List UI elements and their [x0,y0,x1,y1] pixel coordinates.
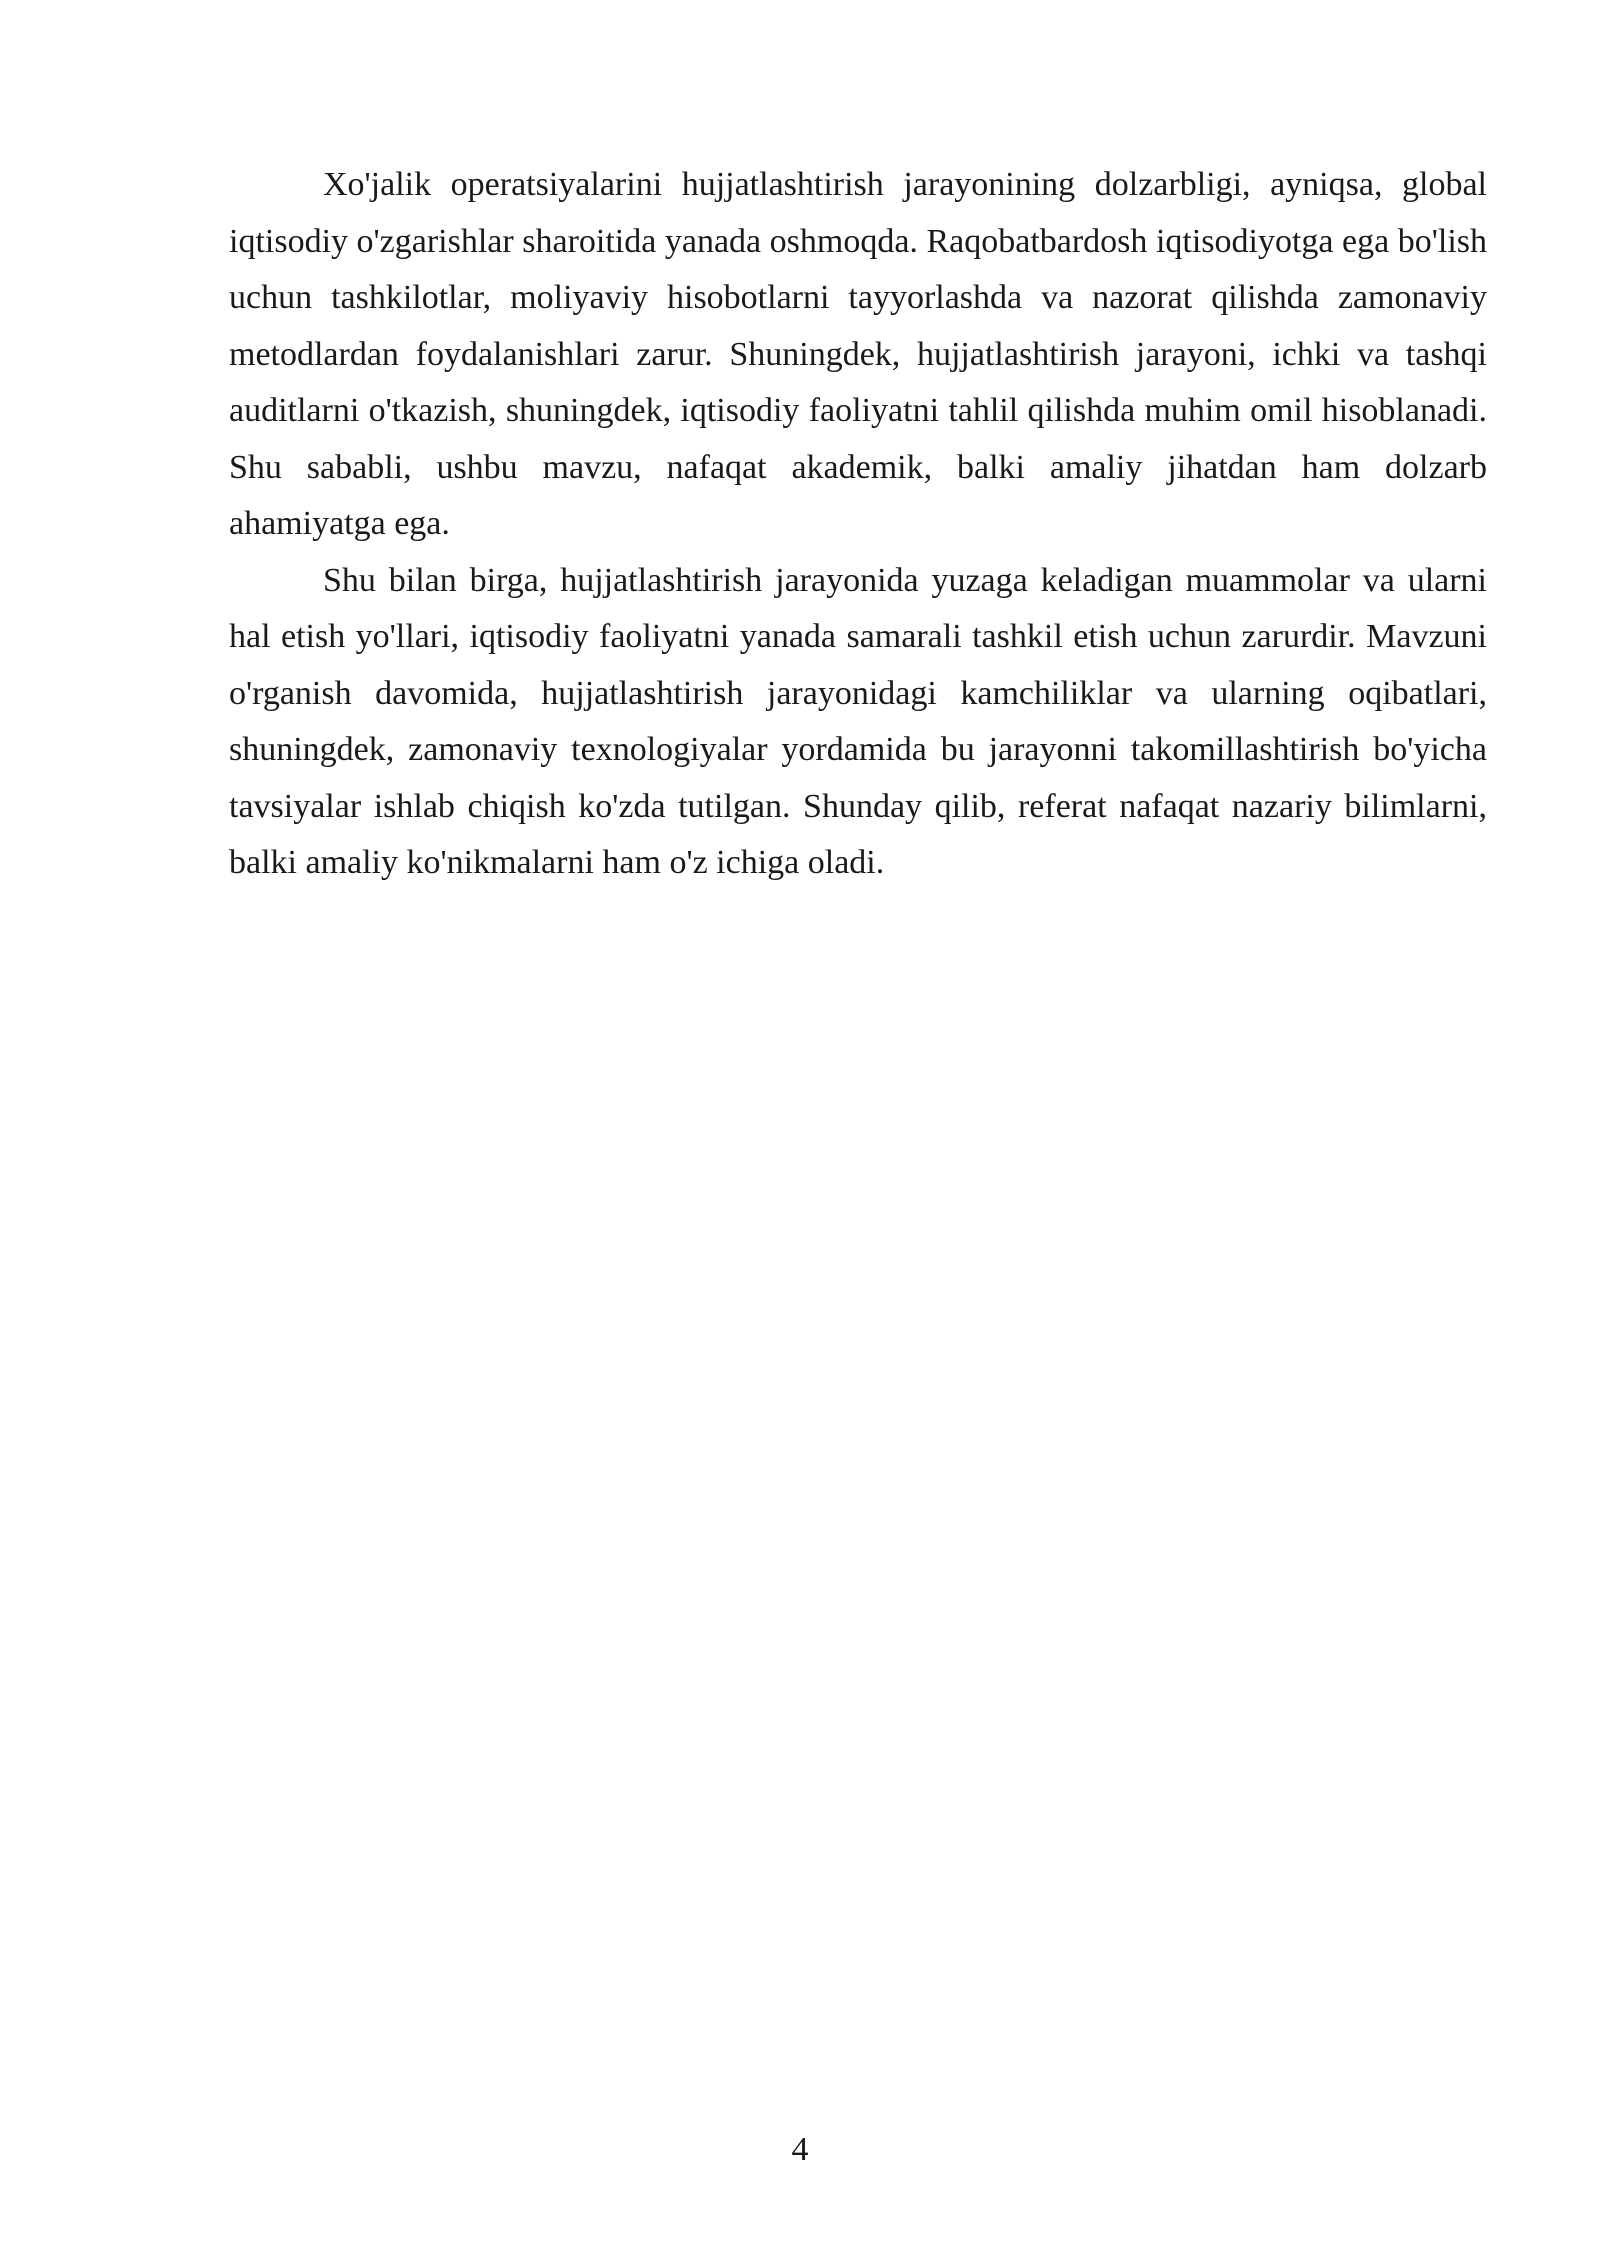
paragraph-1: Xo'jalik operatsiyalarini hujjatlashtirish jarayonining dolzarbligi, ayniqsa, global iqtisodiy o'zgarishlar sharoitida yanada oshmoqda. Raqobatbardosh iqtisodiyotga ega bo'lish uchun tashkilotlar, moliyaviy hisobotlarni tayyorlashda va nazorat qilishda zamonaviy metodlardan foydalanishlari zarur. Shuningdek, hujjatlashtirish jarayoni, ichki va tashqi auditlarni o'tkazish, shuningdek, iqtisodiy faoliyatni tahlil qilishda muhim omil hisoblanadi. Shu sababli, ushbu mavzu, nafaqat akademik, balki amaliy jihatdan ham dolzarb ahamiyatga ega. [229,166,1487,542]
document-body [229,157,1487,892]
paragraph-2: Shu bilan birga, hujjatlashtirish jarayonida yuzaga keladigan muammolar va ularni hal etish yo'llari, iqtisodiy faoliyatni yanada samarali tashkil etish uchun zarurdir. Mavzuni o'rganish davomida, hujjatlashtirish jarayonidagi kamchiliklar va ularning oqibatlari, shuningdek, zamonaviy texnologiyalar yordamida bu jarayonni takomillashtirish bo'yicha tavsiyalar ishlab chiqish ko'zda tutilgan. Shunday qilib, referat nafaqat nazariy bilimlarni, balki amaliy ko'nikmalarni ham o'z ichiga oladi. [229,561,1487,881]
page-number: 4 [791,2131,809,2168]
